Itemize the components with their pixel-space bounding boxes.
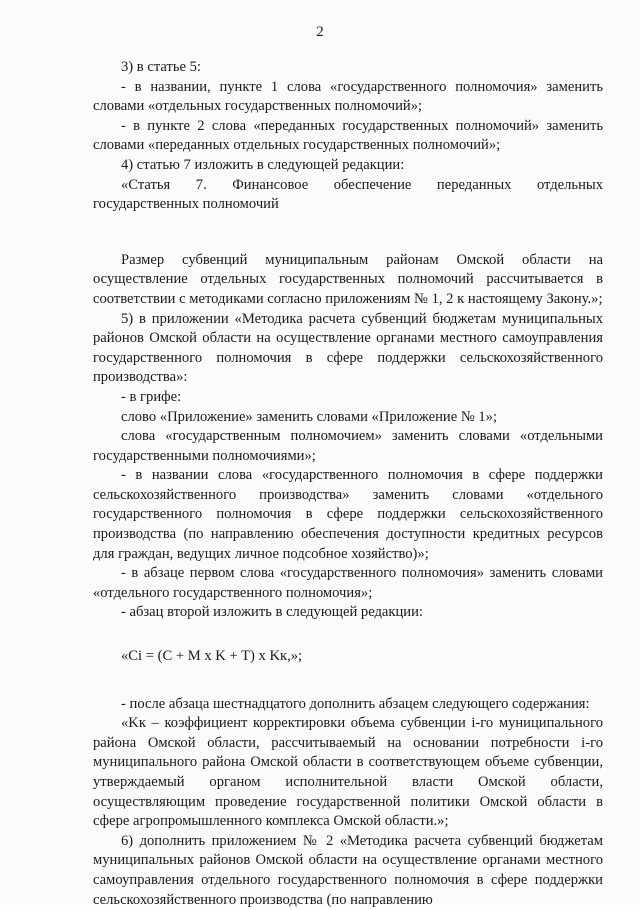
paragraph: 5) в приложении «Методика расчета субвенций бюджетам муниципальных районов Омской области на осуществление органами местного самоуправления государственного полномочия в сфере поддержки сельскохозяйственного производства»: xyxy=(93,310,603,386)
paragraph: Размер субвенций муниципальным районам Омской области на осуществление отдельных государственных полномочий рассчитывается в соответствии с методиками согласно приложениям № 1, 2 к настоящему Закону.»; xyxy=(93,251,603,307)
paragraph: слово «Приложение» заменить словами «Приложение № 1»; xyxy=(121,408,498,425)
paragraph: 3) в статье 5: xyxy=(121,59,201,75)
paragraph: - в названии слова «государственного полномочия в сфере поддержки сельскохозяйственного производства» заменить словами «отдельного государственного полномочия в сфере поддержки сельскохозяйственного производства (по направлению обеспечения доступности кредитных ресурсов для граждан, ведущих личное подсобное хозяйство)»; xyxy=(93,467,603,562)
document-body xyxy=(93,58,603,910)
paragraph: - в названии, пункте 1 слова «государственного полномочия» заменить словами «отдельных государственных полномочий»; xyxy=(93,78,603,115)
paragraph: - после абзаца шестнадцатого дополнить абзацем следующего содержания: xyxy=(121,695,590,712)
page-number: 2 xyxy=(316,24,324,40)
paragraph: 6) дополнить приложением № 2 «Методика расчета субвенций бюджетам муниципальных районов Омской области на осуществление органами местного самоуправления отдельного государственного полномочия в сфере поддержки сельскохозяйственного производства (по направлению xyxy=(93,832,603,908)
formula: «Ci = (C + M x K + T) x Kк,»; xyxy=(121,648,303,665)
paragraph: слова «государственным полномочием» заменить словами «отдельными государственными полномочиями»; xyxy=(93,428,603,464)
paragraph: «Kк – коэффициент корректировки объема субвенции i-го муниципального района Омской области, рассчитываемый на основании потребности i-го муниципального района Омской области в соответствующем объеме субвенции, утверждаемый органом исполнительной власти Омской области, осуществляющим проведение государственной политики Омской области в сфере агропромышленного комплекса Омской области.»; xyxy=(93,715,603,830)
paragraph: - в абзаце первом слова «государственного полномочия» заменить словами «отдельного государственного полномочия»; xyxy=(93,565,603,601)
article-heading: «Статья 7. Финансовое обеспечение переданных отдельных государственных полномочий xyxy=(93,176,603,213)
paragraph: 4) статью 7 изложить в следующей редакции: xyxy=(121,156,405,173)
paragraph: - абзац второй изложить в следующей редакции: xyxy=(121,604,423,621)
paragraph: - в пункте 2 слова «переданных государственных полномочий» заменить словами «переданных отдельных государственных полномочий»; xyxy=(93,117,603,154)
paragraph: - в грифе: xyxy=(121,388,182,405)
